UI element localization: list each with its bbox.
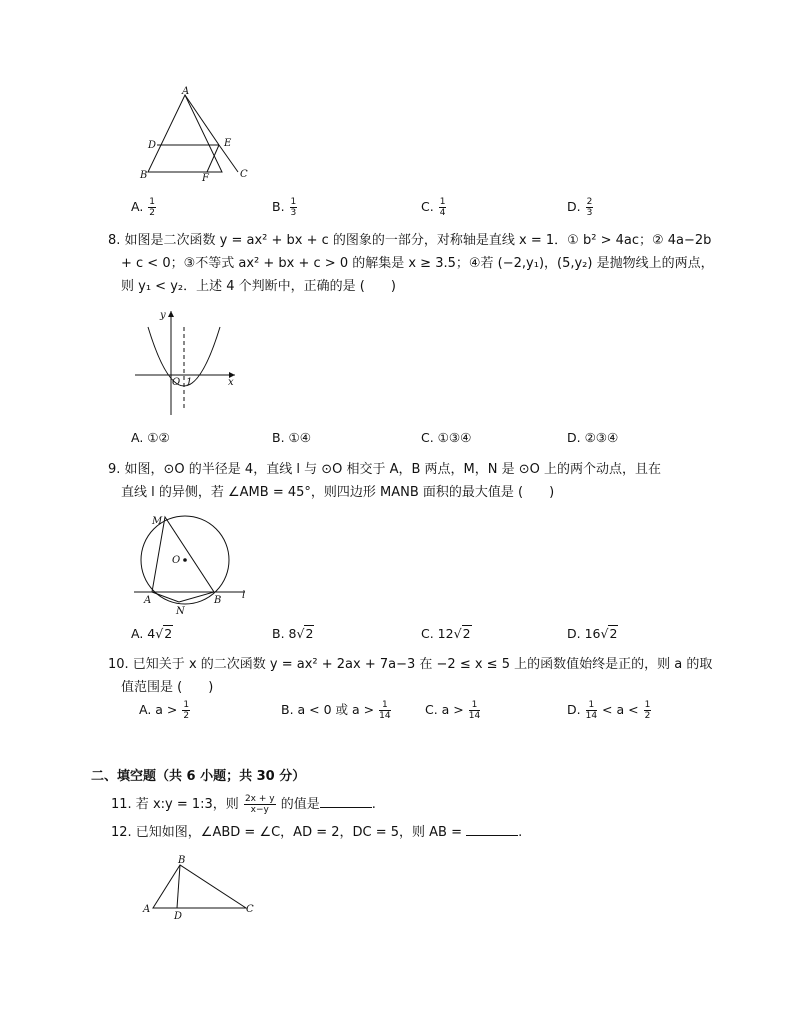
q8-line2: + c < 0；③不等式 ax² + bx + c > 0 的解集是 x ≥ 3.5；④若 (−2,y₁)，(5,y₂) 是抛物线上的两点，	[121, 256, 714, 271]
parabola-figure	[130, 305, 245, 420]
q8-option-c[interactable]: C. ①③④	[421, 430, 472, 445]
prev-option-c[interactable]: C. $\frac{1}{4}$	[421, 197, 446, 218]
prev-option-d[interactable]: D. $\frac{2}{3}$	[567, 197, 593, 218]
prev-option-a[interactable]: A. $\frac{1}{2}$	[131, 197, 156, 218]
label-one: 1	[186, 377, 193, 388]
circle-figure	[130, 510, 260, 620]
section-title: 二、填空题（共 6 小题；共 30 分）	[91, 769, 306, 784]
label-O: O	[172, 555, 181, 566]
label-A: A	[182, 86, 190, 97]
label-M: M	[152, 516, 163, 527]
q10-option-b[interactable]: B. a < 0 或 a > $\frac{1}{14}$	[281, 700, 391, 721]
q8-line1: 8. 如图是二次函数 y = ax² + bx + c 的图象的一部分，对称轴是直线 x = 1．① b² > 4ac；② 4a−2b	[108, 233, 712, 248]
q9-option-b[interactable]: B. 8√2	[272, 626, 314, 641]
label-B: B	[178, 855, 186, 866]
label-origin: O	[172, 377, 181, 388]
triangle-figure-q12	[140, 852, 265, 922]
label-D: D	[148, 140, 157, 151]
label-x: x	[228, 377, 234, 388]
q9-line2: 直线 l 的异侧，若 ∠AMB = 45°，则四边形 MANB 面积的最大值是 ( )	[121, 485, 555, 500]
label-A: A	[144, 595, 152, 606]
label-E: E	[224, 138, 232, 149]
prev-option-b[interactable]: B. $\frac{1}{3}$	[272, 197, 297, 218]
q11: 11. 若 x:y = 1:3，则 $\frac{2x + y}{x-y}$ 的值是 .	[111, 794, 376, 815]
q12-answer-blank[interactable]	[466, 823, 518, 836]
label-F: F	[202, 173, 209, 184]
q11-answer-blank[interactable]	[320, 795, 372, 808]
label-C: C	[246, 904, 254, 915]
label-B: B	[214, 595, 222, 606]
q9-option-c[interactable]: C. 12√2	[421, 626, 471, 641]
q8-option-a[interactable]: A. ①②	[131, 430, 170, 445]
label-y: y	[160, 310, 166, 321]
label-A: A	[143, 904, 151, 915]
q10-line2: 值范围是 ( )	[121, 680, 214, 695]
label-l: l	[242, 590, 246, 601]
q10-option-c[interactable]: C. a > $\frac{1}{14}$	[425, 700, 481, 721]
label-C: C	[240, 169, 248, 180]
q12: 12. 已知如图，∠ABD = ∠C，AD = 2，DC = 5，则 AB = .	[111, 825, 523, 840]
q8-line3: 则 y₁ < y₂．上述 4 个判断中，正确的是 ( )	[121, 279, 396, 294]
label-B: B	[140, 170, 148, 181]
label-N: N	[176, 606, 185, 617]
q9-line1: 9. 如图，⊙O 的半径是 4，直线 l 与 ⊙O 相交于 A，B 两点，M，N 是 ⊙O 上的两个动点，且在	[108, 462, 662, 477]
label-D: D	[174, 911, 183, 922]
triangle-figure-prev	[130, 85, 255, 185]
q9-option-d[interactable]: D. 16√2	[567, 626, 618, 641]
q10-line1: 10. 已知关于 x 的二次函数 y = ax² + 2ax + 7a−3 在 −2 ≤ x ≤ 5 上的函数值始终是正的，则 a 的取	[108, 657, 713, 672]
q10-option-d[interactable]: D. $\frac{1}{14}$ < a < $\frac{1}{2}$	[567, 700, 651, 721]
q10-option-a[interactable]: A. a > $\frac{1}{2}$	[139, 700, 190, 721]
q8-option-b[interactable]: B. ①④	[272, 430, 311, 445]
q8-option-d[interactable]: D. ②③④	[567, 430, 619, 445]
q9-option-a[interactable]: A. 4√2	[131, 626, 173, 641]
